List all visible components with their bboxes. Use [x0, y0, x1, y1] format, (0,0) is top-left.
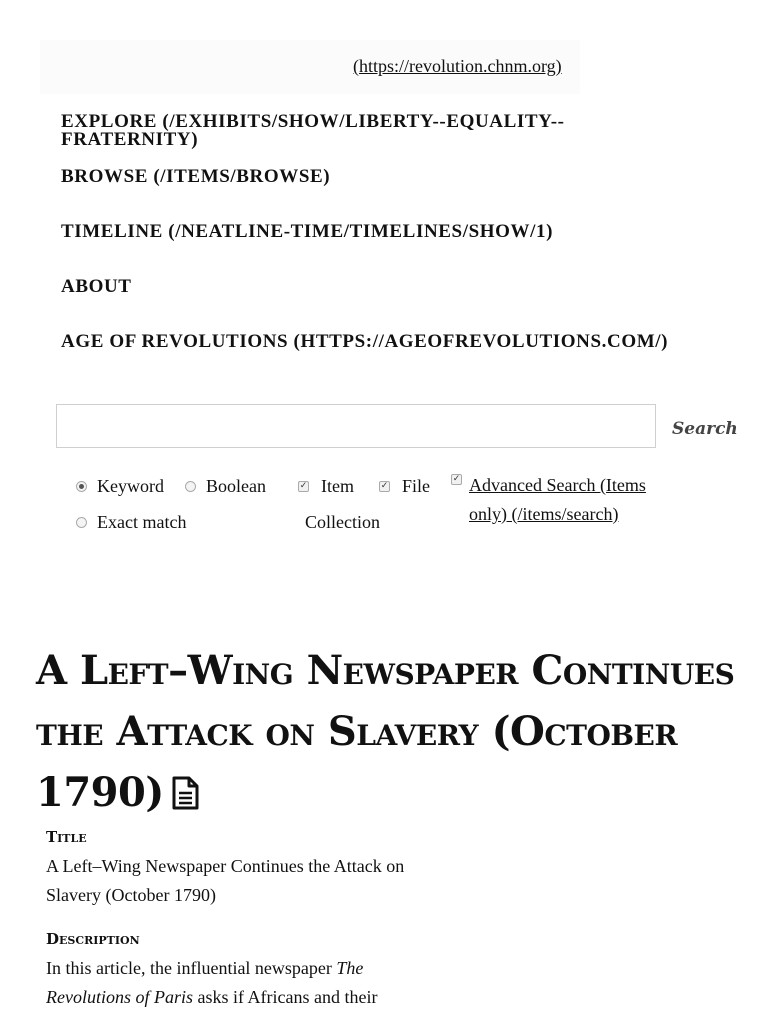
exact-match-label: Exact match — [97, 512, 187, 532]
item-checkbox[interactable]: ✓ — [299, 480, 308, 491]
description-text-start: In this article, the influential newspaper — [46, 958, 337, 978]
file-label: File — [402, 476, 431, 496]
boolean-radio[interactable] — [185, 481, 196, 492]
description-field-value — [46, 954, 446, 1012]
site-home-link[interactable]: (https://revolution.chnm.org) — [353, 56, 562, 76]
boolean-option[interactable] — [185, 474, 266, 498]
title-field-label: Title — [46, 828, 87, 846]
keyword-option[interactable] — [76, 474, 164, 498]
item-label: Item — [321, 476, 354, 496]
page-title — [36, 640, 736, 827]
exact-match-radio[interactable] — [76, 517, 87, 528]
description-text-end: asks if Africans and their — [193, 987, 378, 1007]
collection-label: Collection — [305, 512, 380, 532]
collection-option — [305, 510, 380, 534]
keyword-label: Keyword — [97, 476, 164, 496]
exact-match-option[interactable] — [76, 510, 186, 534]
advanced-checkbox[interactable]: ✓ — [452, 474, 461, 484]
file-option[interactable] — [379, 474, 430, 498]
title-field-value: A Left–Wing Newspaper Continues the Attack on Slavery (October 1790) — [46, 856, 405, 905]
keyword-radio[interactable] — [76, 481, 87, 492]
page-title-text: A Left–Wing Newspaper Continues the Attack on Slavery (October 1790) — [36, 647, 735, 816]
document-icon — [170, 766, 200, 827]
search-button[interactable]: Search — [672, 415, 712, 443]
nav-item-browse[interactable]: BROWSE (/ITEMS/BROWSE) — [61, 166, 331, 187]
nav-item-age-of-revolutions[interactable]: AGE OF REVOLUTIONS (HTTPS://AGEOFREVOLUTIONS.COM/) — [61, 331, 669, 352]
file-checkbox[interactable]: ✓ — [380, 480, 389, 491]
search-input[interactable] — [56, 404, 656, 448]
item-option[interactable] — [298, 474, 354, 498]
advanced-search-link[interactable]: Advanced Search (Items only) (/items/search) — [469, 475, 646, 524]
nav-item-about[interactable]: ABOUT — [61, 276, 132, 297]
newspaper-title: The Revolutions of Paris — [46, 958, 364, 1007]
nav-item-explore[interactable]: EXPLORE (/EXHIBITS/SHOW/LIBERTY--EQUALITY--FRATERNITY) — [61, 111, 565, 150]
boolean-label: Boolean — [206, 476, 266, 496]
description-field-label: Description — [46, 930, 140, 948]
nav-item-timeline[interactable]: TIMELINE (/NEATLINE-TIME/TIMELINES/SHOW/1) — [61, 221, 554, 242]
